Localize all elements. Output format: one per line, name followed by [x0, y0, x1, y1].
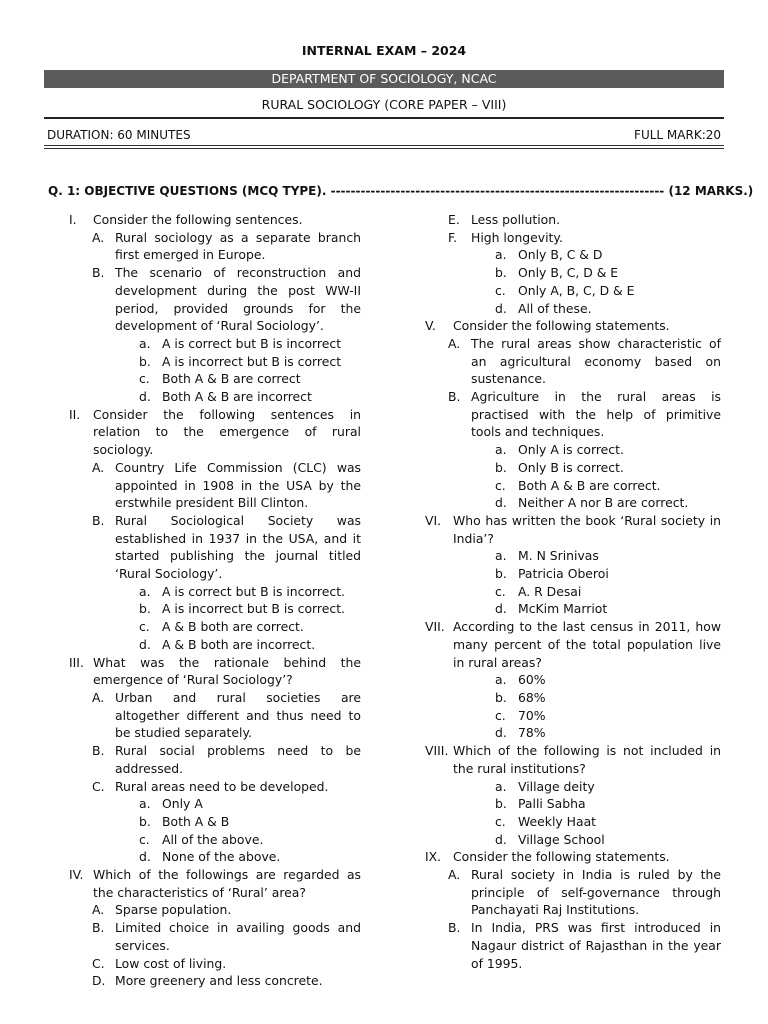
question-text: Who has written the book ‘Rural society in India’?	[453, 512, 721, 546]
question-5	[425, 317, 721, 335]
option-letter: c.	[139, 831, 150, 847]
option	[139, 618, 361, 636]
option-text: Both A & B are correct.	[518, 477, 661, 493]
statement	[92, 972, 361, 990]
option-text: 78%	[518, 725, 546, 741]
option-letter: b.	[495, 265, 507, 281]
option-text: Village School	[518, 831, 605, 847]
statement-text: The rural areas show characteristic of an agricultural economy based on sustenance.	[471, 335, 721, 387]
option-letter: a.	[139, 335, 151, 351]
option-letter: b.	[139, 813, 151, 829]
statement-text: Rural Sociological Society was established in 1937 in the USA, and it started publishing the journal titled ‘Rural Sociology’.	[115, 512, 361, 582]
option	[139, 583, 361, 601]
option	[495, 264, 721, 282]
question-6	[425, 512, 721, 547]
option-text: All of the above.	[162, 831, 264, 847]
option-text: Both A & B are incorrect	[162, 389, 312, 405]
double-divider	[44, 145, 724, 149]
section-heading: Q. 1: OBJECTIVE QUESTIONS (MCQ TYPE). ------------------------------------------------------------------- (12 MARKS.)	[48, 184, 754, 198]
statement-letter: B.	[92, 920, 105, 936]
statement-text: Rural areas need to be developed.	[115, 778, 329, 794]
option-text: Only B, C, D & E	[518, 265, 619, 281]
statement	[448, 335, 721, 388]
duration-label: DURATION: 60 MINUTES	[47, 128, 191, 142]
statement-text: More greenery and less concrete.	[115, 973, 323, 989]
option	[139, 795, 361, 813]
option	[495, 547, 721, 565]
option-letter: b.	[495, 689, 507, 705]
option	[495, 459, 721, 477]
option	[139, 848, 361, 866]
option	[139, 388, 361, 406]
option-letter: a.	[495, 672, 507, 688]
question-number: VIII.	[425, 743, 449, 759]
question-number: III.	[69, 654, 84, 670]
option-text: Only A, B, C, D & E	[518, 282, 635, 298]
option-letter: b.	[495, 566, 507, 582]
question-8	[425, 742, 721, 777]
statement-text: Less pollution.	[471, 212, 561, 227]
statement-letter: B.	[448, 920, 461, 936]
statement-text: Limited choice in availing goods and services.	[115, 920, 361, 953]
question-text: Consider the following statements.	[453, 318, 670, 334]
question-number: IV.	[69, 867, 84, 883]
question-9	[425, 848, 721, 866]
statement	[92, 742, 361, 777]
option-text: A. R Desai	[518, 583, 582, 599]
option-text: A is correct but B is incorrect.	[162, 583, 345, 599]
statement	[448, 229, 721, 247]
question-7	[425, 618, 721, 671]
question-text: Which of the following is not included in the rural institutions?	[453, 743, 721, 776]
option	[495, 813, 721, 831]
statement	[92, 512, 361, 583]
option	[139, 370, 361, 388]
option-letter: d.	[139, 636, 151, 652]
option-letter: c.	[495, 583, 506, 599]
paper-title: RURAL SOCIOLOGY (CORE PAPER – VIII)	[261, 97, 507, 112]
statement-letter: B.	[448, 389, 461, 405]
question-text: Consider the following sentences.	[93, 212, 303, 227]
option-letter: a.	[139, 583, 151, 599]
option-letter: c.	[495, 477, 506, 493]
statement	[92, 459, 361, 512]
statement	[92, 919, 361, 954]
statement	[92, 264, 361, 335]
option	[495, 300, 721, 318]
question-number: VII.	[425, 619, 445, 635]
question-1	[69, 211, 361, 229]
statement-text: Agriculture in the rural areas is practised with the help of primitive tools and techniques.	[471, 389, 721, 440]
option	[495, 565, 721, 583]
option	[495, 583, 721, 601]
statement-letter: F.	[448, 229, 458, 245]
statement-text: Country Life Commission (CLC) was appointed in 1908 in the USA by the erstwhile president Bill Clinton.	[115, 459, 361, 511]
option	[139, 813, 361, 831]
option-text: 68%	[518, 689, 546, 705]
statement	[92, 778, 361, 796]
statement-text: Rural sociology as a separate branch first emerged in Europe.	[115, 229, 361, 263]
option-letter: d.	[139, 389, 151, 405]
header-divider	[44, 117, 724, 119]
statement	[92, 229, 361, 264]
option	[495, 282, 721, 300]
statement-letter: C.	[92, 955, 105, 971]
option	[495, 831, 721, 849]
statement-letter: B.	[92, 265, 105, 281]
statement-letter: A.	[92, 689, 105, 705]
option	[495, 600, 721, 618]
option-text: Only B is correct.	[518, 459, 624, 475]
statement	[448, 211, 721, 229]
option-text: None of the above.	[162, 849, 281, 865]
option	[495, 246, 721, 264]
option-text: Only B, C & D	[518, 247, 603, 263]
option	[495, 477, 721, 495]
option	[139, 353, 361, 371]
option-text: A is incorrect but B is correct.	[162, 601, 345, 617]
option-letter: d.	[139, 849, 151, 865]
statement-letter: A.	[92, 229, 105, 245]
option	[495, 778, 721, 796]
option-letter: b.	[139, 601, 151, 617]
option-text: Both A & B are correct	[162, 371, 301, 387]
exam-title: INTERNAL EXAM – 2024	[301, 43, 467, 58]
statement-text: In India, PRS was first introduced in Nagaur district of Rajasthan in the year of 1995.	[471, 920, 721, 971]
option-text: Palli Sabha	[518, 796, 586, 812]
statement-letter: E.	[448, 212, 460, 227]
question-number: I.	[69, 212, 77, 227]
option-text: Village deity	[518, 778, 595, 794]
option-letter: b.	[139, 353, 151, 369]
option-letter: d.	[495, 495, 507, 511]
statement-letter: A.	[448, 335, 461, 351]
statement-letter: B.	[92, 743, 105, 759]
statement-text: Urban and rural societies are altogether different and thus need to be studied separately.	[115, 689, 361, 741]
statement-text: High longevity.	[471, 229, 563, 245]
option-text: M. N Srinivas	[518, 548, 599, 564]
option-text: McKim Marriot	[518, 601, 608, 617]
statement	[92, 689, 361, 742]
question-text: According to the last census in 2011, how many percent of the total population live in rural areas?	[453, 619, 721, 670]
option-letter: d.	[495, 831, 507, 847]
statement-text: Sparse population.	[115, 902, 232, 918]
statement-letter: A.	[92, 902, 105, 918]
option-text: A is correct but B is incorrect	[162, 335, 342, 351]
option-text: Neither A nor B are correct.	[518, 495, 689, 511]
statement-text: The scenario of reconstruction and development during the post WW-II period, provided grounds for the development of ‘Rural Sociology’.	[115, 265, 361, 334]
statement-letter: C.	[92, 778, 105, 794]
question-number: IX.	[425, 849, 442, 865]
option-letter: d.	[495, 725, 507, 741]
option-text: Only A is correct.	[518, 442, 624, 458]
option-letter: a.	[495, 442, 507, 458]
option	[495, 724, 721, 742]
right-column	[425, 211, 721, 972]
left-column	[69, 211, 361, 990]
department-banner: DEPARTMENT OF SOCIOLOGY, NCAC	[44, 70, 724, 88]
question-text: Which of the followings are regarded as the characteristics of ‘Rural’ area?	[93, 867, 361, 900]
full-mark-label: FULL MARK:20	[634, 128, 721, 142]
option	[139, 831, 361, 849]
statement-text: Rural social problems need to be addressed.	[115, 743, 361, 776]
option-letter: b.	[495, 796, 507, 812]
option	[495, 795, 721, 813]
option-letter: c.	[139, 619, 150, 635]
statement	[92, 955, 361, 973]
option-text: A & B both are correct.	[162, 619, 304, 635]
statement	[448, 388, 721, 441]
option-text: 60%	[518, 672, 546, 688]
option-letter: a.	[139, 796, 151, 812]
option-letter: b.	[495, 459, 507, 475]
option-text: Only A	[162, 796, 203, 812]
question-text: Consider the following statements.	[453, 849, 670, 865]
option-text: Patricia Oberoi	[518, 566, 609, 582]
option-letter: a.	[495, 778, 507, 794]
option-text: All of these.	[518, 300, 592, 316]
option-letter: a.	[495, 548, 507, 564]
question-3	[69, 654, 361, 689]
question-number: VI.	[425, 512, 442, 528]
question-number: II.	[69, 406, 81, 422]
option	[139, 335, 361, 353]
option-letter: c.	[495, 813, 506, 829]
option	[495, 441, 721, 459]
option-text: A is incorrect but B is correct	[162, 353, 342, 369]
option-letter: c.	[139, 371, 150, 387]
statement-letter: A.	[448, 867, 461, 883]
question-text: What was the rationale behind the emergence of ‘Rural Sociology’?	[93, 654, 361, 688]
statement	[448, 866, 721, 919]
option-text: Weekly Haat	[518, 813, 597, 829]
option	[495, 689, 721, 707]
question-text: Consider the following sentences in relation to the emergence of rural sociology.	[93, 406, 361, 458]
option	[139, 636, 361, 654]
option-text: A & B both are incorrect.	[162, 636, 316, 652]
option	[495, 707, 721, 725]
statement-letter: B.	[92, 512, 105, 528]
option	[139, 600, 361, 618]
statement	[448, 919, 721, 972]
option-text: 70%	[518, 707, 546, 723]
option-letter: c.	[495, 282, 506, 298]
option-letter: a.	[495, 247, 507, 263]
option	[495, 494, 721, 512]
option-letter: d.	[495, 601, 507, 617]
statement-text: Low cost of living.	[115, 955, 227, 971]
statement-letter: A.	[92, 459, 105, 475]
question-number: V.	[425, 318, 436, 334]
statement-text: Rural society in India is ruled by the principle of self-governance through Panchayati Raj Institutions.	[471, 867, 721, 918]
question-4	[69, 866, 361, 901]
option-letter: d.	[495, 300, 507, 316]
statement	[92, 901, 361, 919]
question-2	[69, 406, 361, 459]
option-letter: c.	[495, 707, 506, 723]
option-text: Both A & B	[162, 813, 230, 829]
statement-letter: D.	[92, 973, 106, 989]
option	[495, 671, 721, 689]
